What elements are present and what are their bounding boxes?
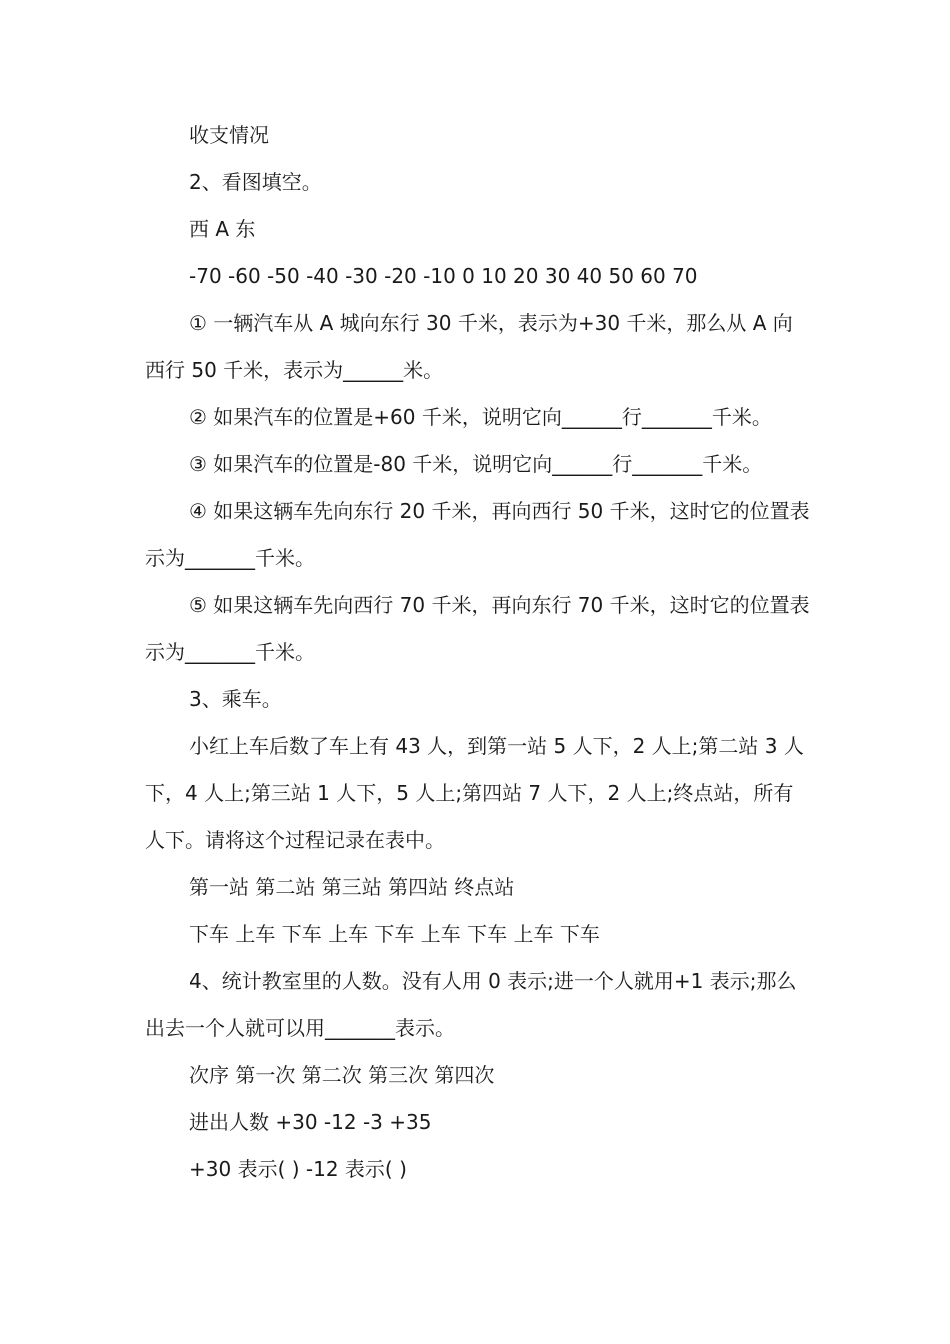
classroom-table-count-row: 进出人数 +30 -12 -3 +35 <box>189 1110 432 1134</box>
number-line-values: -70 -60 -50 -40 -30 -20 -10 0 10 20 30 40 50 60 70 <box>189 264 698 288</box>
classroom-table-meaning-row: +30 表示( ) -12 表示( ) <box>189 1157 407 1181</box>
question-2-item-4: ④ 如果这辆车先向东行 20 千米，再向西行 50 千米，这时它的位置表示为_______千米。 <box>145 499 810 570</box>
bus-table-stations-row: 第一站 第二站 第三站 第四站 终点站 <box>189 875 515 899</box>
question-2-item-5: ⑤ 如果这辆车先向西行 70 千米，再向东行 70 千米，这时它的位置表示为_______千米。 <box>145 593 810 664</box>
question-3-heading: 3、乘车。 <box>189 687 282 711</box>
section-heading-income-expense: 收支情况 <box>189 123 269 147</box>
question-2-item-3: ③ 如果汽车的位置是-80 千米，说明它向______行_______千米。 <box>189 452 763 476</box>
question-2-heading: 2、看图填空。 <box>189 170 322 194</box>
bus-table-on-off-row: 下车 上车 下车 上车 下车 上车 下车 上车 下车 <box>189 922 600 946</box>
number-line-direction-labels: 西 A 东 <box>189 217 256 241</box>
question-4-description: 4、统计教室里的人数。没有人用 0 表示;进一个人就用+1 表示;那么出去一个人就可以用_______表示。 <box>145 969 797 1040</box>
question-2-item-2: ② 如果汽车的位置是+60 千米，说明它向______行_______千米。 <box>189 405 772 429</box>
classroom-table-order-row: 次序 第一次 第二次 第三次 第四次 <box>189 1063 495 1087</box>
question-2-item-1: ① 一辆汽车从 A 城向东行 30 千米，表示为+30 千米，那么从 A 向西行 50 千米，表示为______米。 <box>145 311 793 382</box>
question-3-description: 小红上车后数了车上有 43 人，到第一站 5 人下，2 人上;第二站 3 人下，4 人上;第三站 1 人下，5 人上;第四站 7 人下，2 人上;终点站，所有人下。请将这个过程记录在表中。 <box>145 734 804 852</box>
document-body <box>145 112 810 1193</box>
